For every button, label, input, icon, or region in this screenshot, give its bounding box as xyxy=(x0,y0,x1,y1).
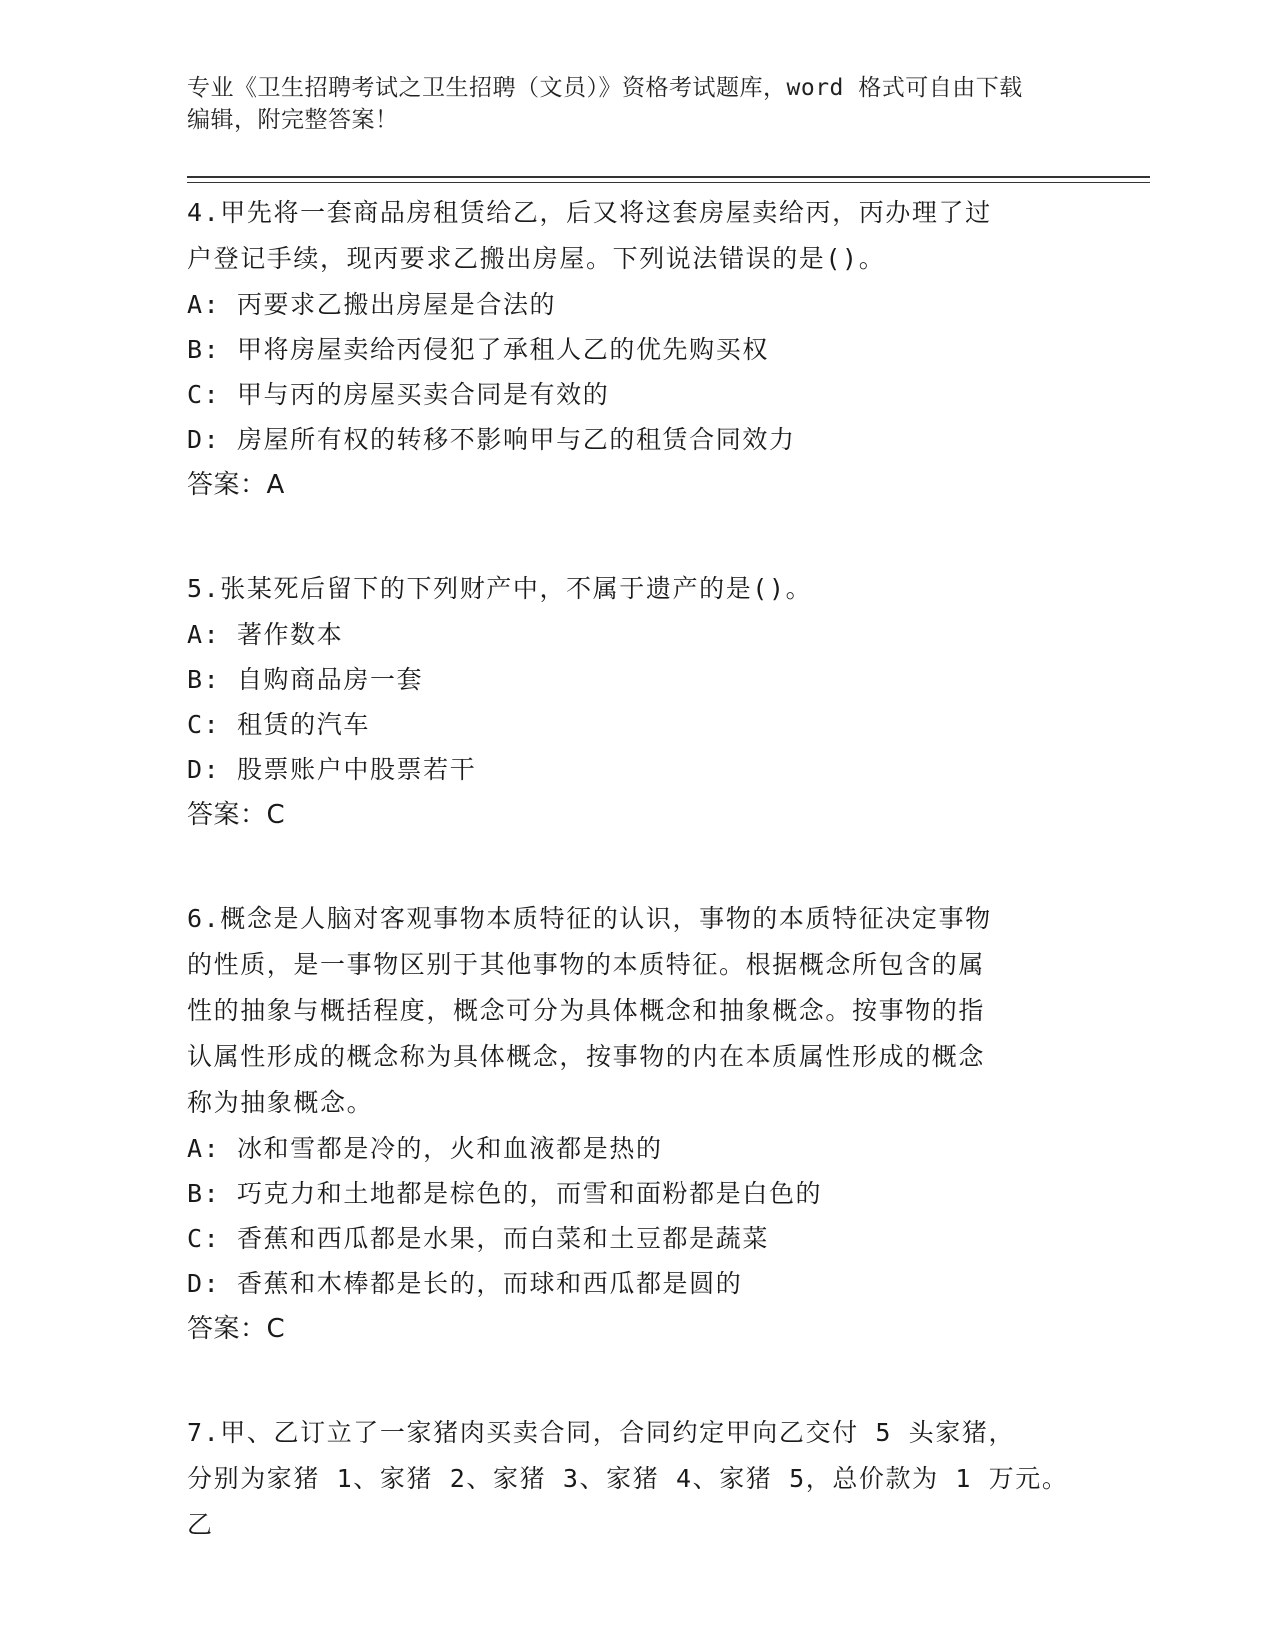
header-line-2: 编辑，附完整答案！ xyxy=(187,107,399,133)
document-header xyxy=(187,72,1067,136)
header-divider-thin xyxy=(187,182,1150,183)
option-a: A: 冰和雪都是冷的，火和血液都是热的 xyxy=(187,1134,663,1163)
option-b: B: 甲将房屋卖给丙侵犯了承租人乙的优先购买权 xyxy=(187,335,769,364)
question-spacer xyxy=(187,508,1087,566)
option-a: A: 丙要求乙搬出房屋是合法的 xyxy=(187,290,557,319)
question-stem-line: 认属性形成的概念称为具体概念，按事物的内在本质属性形成的概念 xyxy=(187,1042,986,1071)
option-d: D: 香蕉和木棒都是长的，而球和西瓜都是圆的 xyxy=(187,1269,743,1298)
answer-text: 答案：A xyxy=(187,470,285,500)
header-line-1: 专业《卫生招聘考试之卫生招聘（文员）》资格考试题库，word 格式可自由下载 xyxy=(187,75,1023,101)
question-spacer xyxy=(187,838,1087,896)
option-c: C: 香蕉和西瓜都是水果，而白菜和土豆都是蔬菜 xyxy=(187,1224,769,1253)
option-c: C: 甲与丙的房屋买卖合同是有效的 xyxy=(187,380,610,409)
answer-text: 答案：C xyxy=(187,1314,286,1344)
question-stem-line: 性的抽象与概括程度，概念可分为具体概念和抽象概念。按事物的指 xyxy=(187,996,986,1025)
question-item xyxy=(187,1410,1087,1548)
question-item xyxy=(187,190,1087,508)
option-d: D: 房屋所有权的转移不影响甲与乙的租赁合同效力 xyxy=(187,425,796,454)
question-stem-line: 4.甲先将一套商品房租赁给乙，后又将这套房屋卖给丙，丙办理了过 xyxy=(187,198,992,227)
question-stem-line: 户登记手续，现丙要求乙搬出房屋。下列说法错误的是()。 xyxy=(187,244,886,273)
option-c: C: 租赁的汽车 xyxy=(187,710,370,739)
option-b: B: 自购商品房一套 xyxy=(187,665,424,694)
question-stem-line: 7.甲、乙订立了一家猪肉买卖合同，合同约定甲向乙交付 5 头家猪， xyxy=(187,1418,1016,1447)
answer-text: 答案：C xyxy=(187,800,286,830)
question-spacer xyxy=(187,1352,1087,1410)
question-stem-line: 的性质，是一事物区别于其他事物的本质特征。根据概念所包含的属 xyxy=(187,950,986,979)
question-stem-line: 6.概念是人脑对客观事物本质特征的认识，事物的本质特征决定事物 xyxy=(187,904,992,933)
question-item xyxy=(187,566,1087,838)
option-a: A: 著作数本 xyxy=(187,620,344,649)
question-stem-line: 分别为家猪 1、家猪 2、家猪 3、家猪 4、家猪 5，总价款为 1 万元。乙 xyxy=(187,1464,1069,1539)
question-stem-line: 5.张某死后留下的下列财产中，不属于遗产的是()。 xyxy=(187,574,813,603)
header-divider-thick xyxy=(187,176,1150,178)
question-item xyxy=(187,896,1087,1352)
question-list xyxy=(187,190,1087,1548)
question-stem-line: 称为抽象概念。 xyxy=(187,1088,374,1117)
option-d: D: 股票账户中股票若干 xyxy=(187,755,477,784)
option-b: B: 巧克力和土地都是棕色的，而雪和面粉都是白色的 xyxy=(187,1179,823,1208)
